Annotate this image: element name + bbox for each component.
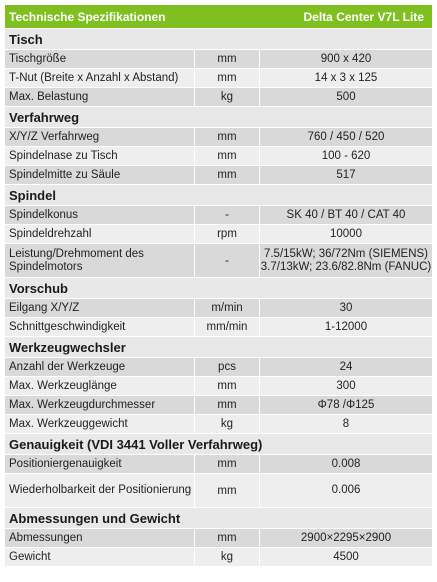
table-row	[5, 377, 432, 396]
spec-table	[5, 5, 432, 567]
spec-value: 300	[336, 379, 356, 392]
table-row	[5, 88, 432, 107]
spec-value: 1-12000	[324, 320, 368, 333]
spec-label: Eilgang X/Y/Z	[5, 299, 195, 317]
table-row	[5, 358, 432, 377]
table-row	[5, 244, 432, 278]
section-title: Tisch	[5, 29, 432, 50]
spec-value: 10000	[330, 227, 362, 240]
table-row	[5, 69, 432, 88]
spec-value: 2900×2295×2900	[300, 531, 392, 544]
spec-label: Spindelmitte zu Säule	[5, 166, 195, 184]
spec-label: X/Y/Z Verfahrweg	[5, 128, 195, 146]
spec-value: 14 x 3 x 125	[314, 71, 378, 84]
section-title: Genauigkeit (VDI 3441 Voller Verfahrweg)	[5, 434, 432, 455]
spec-label: Spindelkonus	[5, 206, 195, 224]
spec-value: 517	[336, 168, 356, 181]
section-title: Spindel	[5, 185, 432, 206]
spec-unit: mm	[195, 128, 260, 146]
table-row	[5, 50, 432, 69]
spec-label: T-Nut (Breite x Anzahl x Abstand)	[5, 69, 195, 87]
table-row	[5, 128, 432, 147]
table-row	[5, 299, 432, 318]
section-title: Verfahrweg	[5, 107, 432, 128]
table-row	[5, 396, 432, 415]
spec-value: 8	[342, 417, 350, 430]
spec-value: 0.008	[331, 457, 361, 470]
spec-label: Positioniergenauigkeit	[5, 455, 195, 473]
spec-label: Gewicht	[5, 548, 195, 566]
spec-label: Spindelnase zu Tisch	[5, 147, 195, 165]
table-row	[5, 318, 432, 337]
spec-value: 100 - 620	[321, 149, 371, 162]
table-row	[5, 166, 432, 185]
spec-unit: mm	[195, 377, 260, 395]
header-title: Technische Spezifikationen	[9, 9, 166, 24]
spec-unit: mm/min	[195, 318, 260, 336]
table-row	[5, 206, 432, 225]
spec-label: Spindeldrehzahl	[5, 225, 195, 243]
spec-value: 500	[336, 90, 356, 103]
spec-label: Max. Belastung	[5, 88, 195, 106]
table-header	[5, 5, 432, 29]
spec-unit: mm	[195, 474, 260, 507]
section-title: Werkzeugwechsler	[5, 337, 432, 358]
table-row	[5, 548, 432, 567]
spec-unit: -	[195, 244, 260, 277]
spec-label: Tischgröße	[5, 50, 195, 68]
spec-label: Anzahl der Werkzeuge	[5, 358, 195, 376]
spec-unit: mm	[195, 166, 260, 184]
spec-value: SK 40 / BT 40 / CAT 40	[286, 208, 406, 221]
spec-unit: rpm	[195, 225, 260, 243]
table-row	[5, 147, 432, 166]
spec-unit: mm	[195, 396, 260, 414]
spec-unit: kg	[195, 88, 260, 106]
spec-value: 24	[339, 360, 353, 373]
table-row	[5, 455, 432, 474]
spec-value: Φ78 /Φ125	[317, 398, 375, 411]
spec-value: 7.5/15kW; 36/72Nm (SIEMENS) 3.7/13kW; 23.6/82.8Nm (FANUC)	[260, 247, 432, 273]
spec-unit: mm	[195, 455, 260, 473]
spec-label: Max. Werkzeuggewicht	[5, 415, 195, 433]
spec-label: Wiederholbarkeit der Positionierung	[5, 474, 195, 507]
spec-unit: mm	[195, 69, 260, 87]
table-row	[5, 225, 432, 244]
spec-value: 4500	[333, 550, 359, 563]
table-row	[5, 474, 432, 508]
spec-unit: pcs	[195, 358, 260, 376]
spec-value: 30	[339, 301, 353, 314]
spec-label: Abmessungen	[5, 529, 195, 547]
section-title: Vorschub	[5, 278, 432, 299]
table-body	[5, 29, 432, 567]
spec-label: Max. Werkzeugdurchmesser	[5, 396, 195, 414]
section-title: Abmessungen und Gewicht	[5, 508, 432, 529]
spec-label: Schnittgeschwindigkeit	[5, 318, 195, 336]
table-row	[5, 529, 432, 548]
spec-unit: mm	[195, 529, 260, 547]
spec-value: 900 x 420	[320, 52, 372, 65]
spec-value: 760 / 450 / 520	[307, 130, 385, 143]
table-row	[5, 415, 432, 434]
spec-unit: kg	[195, 548, 260, 566]
spec-label: Max. Werkzeuglänge	[5, 377, 195, 395]
spec-unit: -	[195, 206, 260, 224]
header-model: Delta Center V7L Lite	[303, 9, 424, 24]
spec-unit: kg	[195, 415, 260, 433]
spec-unit: mm	[195, 50, 260, 68]
spec-unit: m/min	[195, 299, 260, 317]
spec-unit: mm	[195, 147, 260, 165]
spec-value: 0.006	[331, 484, 361, 496]
spec-label: Leistung/Drehmoment des Spindelmotors	[5, 244, 195, 277]
